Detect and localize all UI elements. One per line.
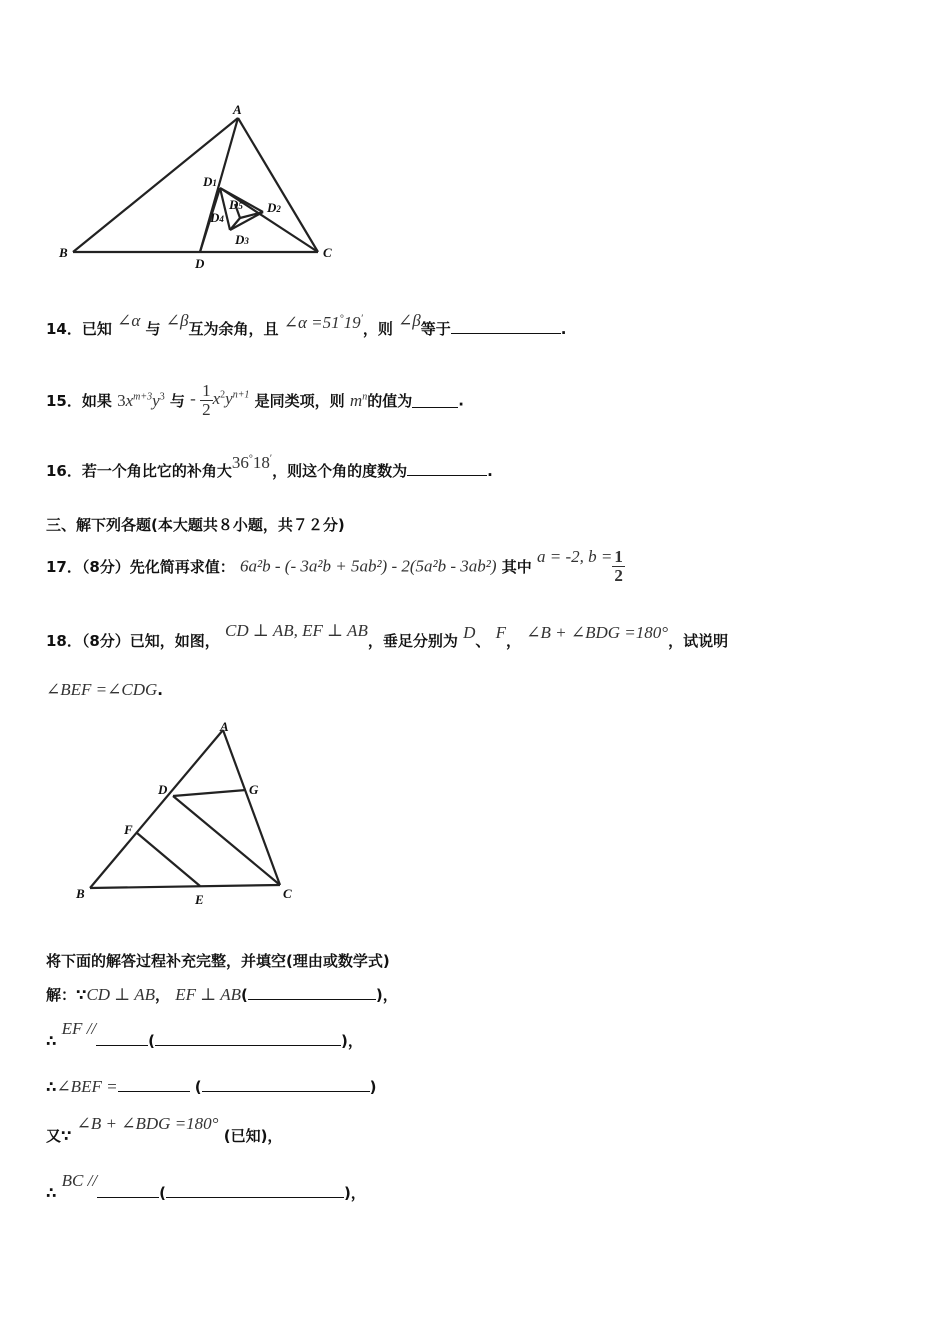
solution-line-3: ∴∠BEF = ( ): [46, 1077, 377, 1096]
fig2-label-E: E: [195, 892, 204, 907]
fig2-label-D: D: [158, 782, 168, 797]
label-A: A: [233, 102, 242, 117]
label-D4: D4: [210, 210, 224, 225]
q17-expression: 6a²b - (- 3a²b + 5ab²) - 2(5a²b - 3ab²): [240, 556, 497, 576]
q14-text1: 互为余角，且: [188, 320, 279, 338]
solution-line-4: 又∵ ∠B + ∠BDG =180° (已知)，: [46, 1114, 283, 1145]
q15-term1: $3x^{m+3}y^3$: [117, 390, 165, 410]
question-18: 18．（8分）已知，如图， CD ⊥ AB, EF ⊥ AB，垂足分别为 D、 F， ∠B + ∠BDG =180°，试说明: [46, 621, 729, 650]
figure-triangle-parallels: [70, 718, 310, 908]
q14-number: 14．已知: [46, 320, 112, 338]
question-15: 15．如果 $3x^{m+3}y^3$ 与 - $\frac{1}{2}$ $x^2y^{n+1}$ 是同类项，则 $m^n$的值为 .: [46, 381, 464, 419]
q18-goal: ∠BEF =∠CDG.: [46, 680, 163, 699]
q14-and: 与: [145, 320, 161, 338]
fig2-label-B: B: [76, 886, 85, 901]
label-D1: D1: [203, 174, 217, 189]
q14-text2: ，则: [362, 320, 393, 338]
q14-equation: ∠α =51°19′: [283, 313, 363, 332]
q14-text3: 等于: [420, 320, 451, 338]
q14-beta2: ∠β: [398, 311, 421, 330]
q16-number: 16．若一个角比它的补角大: [46, 462, 232, 480]
q17-fraction: $\frac{1}{2}$: [614, 547, 623, 585]
solution-blank-5a[interactable]: [97, 1183, 159, 1198]
label-C: C: [323, 245, 332, 260]
solution-blank-5b[interactable]: [166, 1183, 344, 1198]
figure-triangle-nested: [55, 100, 355, 270]
solution-blank-3b[interactable]: [202, 1077, 370, 1092]
label-D2: D2: [267, 200, 281, 215]
fig2-label-C: C: [283, 886, 292, 901]
solution-line-2: ∴ EF //( )，: [46, 1019, 363, 1050]
q18-condition1: CD ⊥ AB, EF ⊥ AB: [225, 621, 368, 640]
fig2-label-F: F: [124, 822, 133, 837]
q14-beta: ∠β: [165, 311, 189, 330]
q14-answer-blank[interactable]: [451, 319, 561, 334]
label-D: D: [195, 256, 205, 270]
question-16: 16．若一个角比它的补角大36°18′，则这个角的度数为 .: [46, 453, 493, 480]
q15-m-power: $m^n$: [349, 390, 368, 410]
q18-number: 18．（8分）已知，如图，: [46, 632, 220, 650]
solution-blank-2b[interactable]: [155, 1031, 341, 1046]
solution-intro: 将下面的解答过程补充完整，并填空(理由或数学式): [46, 952, 390, 970]
label-D5: D5: [229, 197, 243, 212]
q15-fraction: $\frac{1}{2}$: [202, 381, 211, 419]
q18-condition2: ∠B + ∠BDG =180°: [526, 623, 669, 642]
fig2-label-A: A: [220, 719, 229, 734]
q15-answer-blank[interactable]: [412, 393, 458, 408]
solution-blank-2a[interactable]: [96, 1031, 148, 1046]
q16-answer-blank[interactable]: [407, 461, 487, 476]
q15-term2: - $\frac{1}{2}$ $x^2y^{n+1}$: [190, 381, 250, 419]
fig2-label-G: G: [249, 782, 259, 797]
section-3-title: 三、解下列各题(本大题共８小题，共７２分): [46, 516, 345, 534]
solution-line-5: ∴ BC //( )，: [46, 1171, 366, 1202]
question-14: 14．已知 ∠α 与 ∠β互为余角，且 ∠α =51°19′，则 ∠β等于 .: [46, 311, 567, 338]
solution-blank-1[interactable]: [248, 985, 376, 1000]
q17-condition: a = -2, b =: [537, 546, 613, 566]
q16-angle: 36°18′: [231, 453, 273, 472]
solution-blank-3a[interactable]: [118, 1077, 190, 1092]
label-D3: D3: [235, 232, 249, 247]
q17-number: 17．（8分）先化简再求值：: [46, 558, 235, 576]
solution-line-1: 解：∵CD ⊥ AB， EF ⊥ AB( )，: [46, 985, 398, 1004]
q14-alpha: ∠α: [117, 311, 141, 330]
label-B: B: [59, 245, 68, 260]
q15-number: 15．如果: [46, 392, 112, 410]
question-17: 17．（8分）先化简再求值： 6a²b - (- 3a²b + 5ab²) - 2(5a²b - 3ab²) 其中 a = -2, b = $\frac{1}{2}$: [46, 546, 623, 585]
